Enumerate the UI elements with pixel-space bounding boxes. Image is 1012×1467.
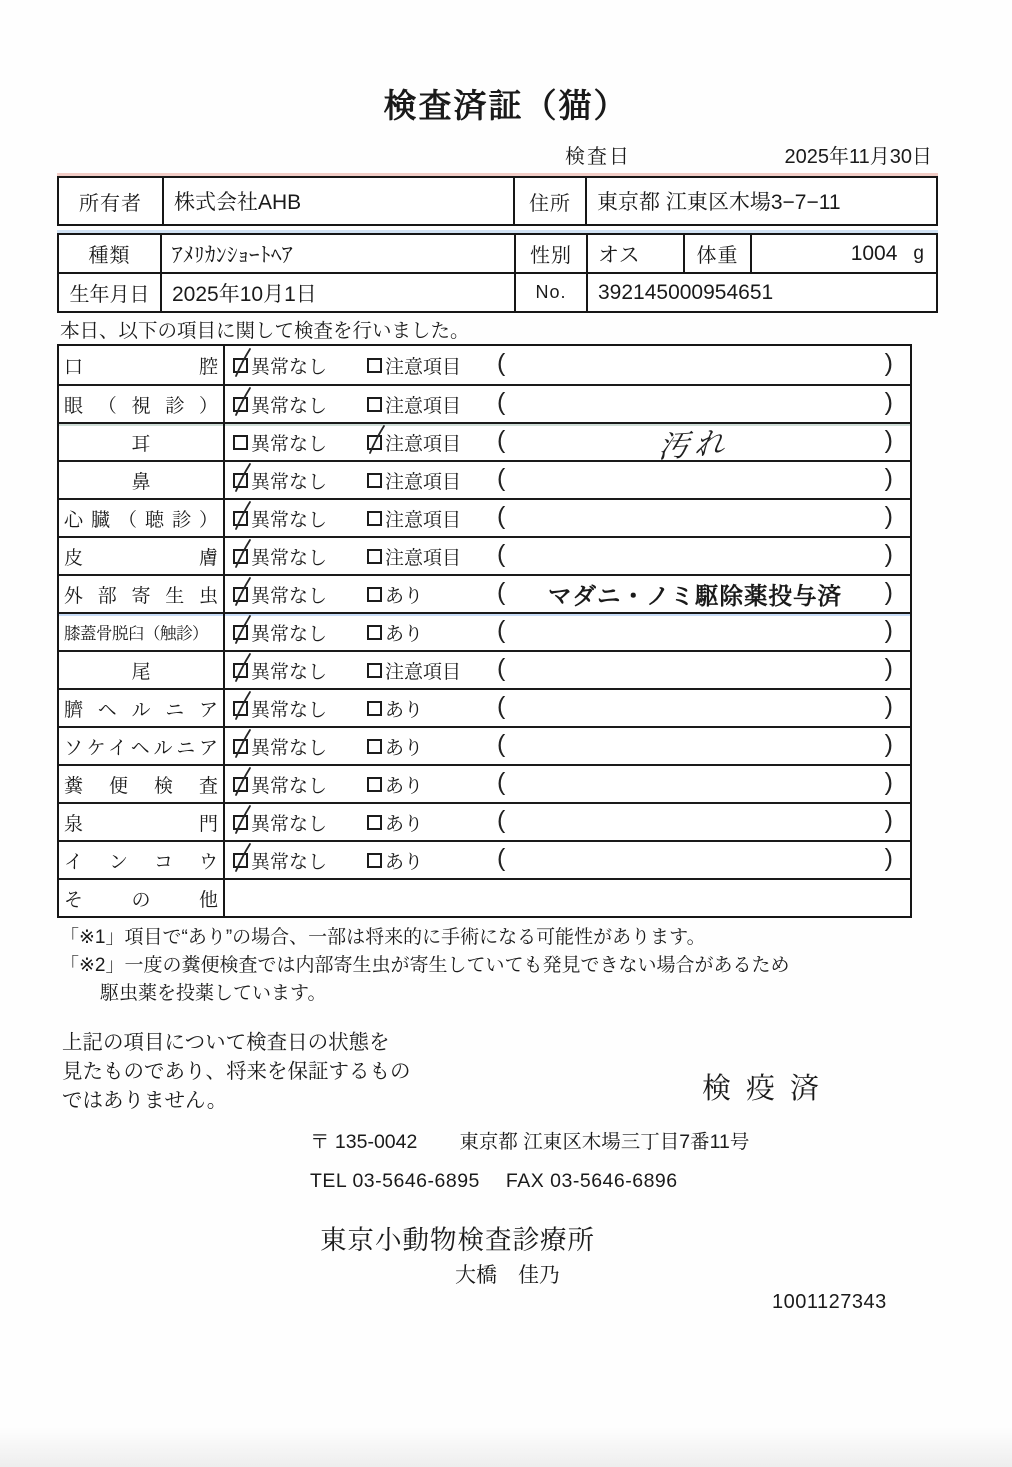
handwritten-check-icon	[231, 690, 255, 722]
checklist-row	[59, 688, 910, 726]
checkbox-no-abnormality	[233, 777, 248, 792]
paren-close: )	[884, 349, 893, 377]
address-value: 東京都 江東区木場3−7−11	[585, 178, 936, 224]
option-attention	[367, 652, 461, 688]
option-no-abnormality	[233, 500, 327, 536]
checklist-row-content	[225, 576, 910, 612]
option-attention-label: 注意項目	[385, 433, 462, 455]
paren-open: (	[497, 502, 506, 530]
paren-close: )	[884, 388, 893, 416]
option-no-abnormality-label: 異常なし	[251, 775, 328, 797]
note-2-continued: 駆虫薬を投薬しています。	[100, 983, 327, 1004]
checkbox-attention	[367, 701, 382, 716]
option-attention	[367, 538, 461, 574]
option-attention-label: あり	[385, 813, 424, 835]
checkbox-no-abnormality	[233, 853, 248, 868]
checklist-row-label-cell	[59, 614, 225, 650]
inspection-date-value: 2025年11月30日	[784, 146, 932, 168]
checklist-row-content	[225, 500, 910, 536]
sex-value: オス	[586, 235, 683, 272]
owner-table	[57, 176, 938, 226]
checklist-row-content	[225, 652, 910, 688]
option-no-abnormality	[233, 652, 327, 688]
note-1: 「※1」項目で“あり”の場合、一部は将来的に手術になる可能性があります。	[60, 927, 706, 948]
disclaimer-line: 上記の項目について検査日の状態を	[62, 1031, 390, 1054]
option-no-abnormality-label: 異常なし	[251, 699, 328, 721]
checkbox-attention	[367, 397, 382, 412]
option-no-abnormality-label: 異常なし	[251, 623, 328, 645]
checklist-row-label: 外部寄生虫	[64, 585, 218, 607]
checklist-table	[57, 344, 912, 918]
remarks-field	[497, 690, 893, 726]
option-no-abnormality	[233, 728, 327, 764]
option-attention-label: あり	[385, 699, 424, 721]
checklist-row-label-cell	[59, 880, 225, 916]
paren-open: (	[497, 616, 506, 644]
checklist-row-label: 心臓（聴診）	[64, 509, 218, 531]
handwritten-check-icon	[365, 424, 389, 456]
disclaimer-paragraph	[62, 1028, 411, 1115]
checklist-row-label-cell	[59, 576, 225, 612]
option-attention-label: あり	[385, 851, 424, 873]
option-attention-label: 注意項目	[385, 661, 462, 683]
option-no-abnormality-label: 異常なし	[251, 813, 328, 835]
checkbox-attention	[367, 815, 382, 830]
checkbox-attention	[367, 511, 382, 526]
checkbox-no-abnormality	[233, 549, 248, 564]
remarks-text: マダニ・ノミ駆除薬投与済	[548, 583, 842, 609]
weight-unit: g	[913, 242, 924, 264]
option-no-abnormality	[233, 690, 327, 726]
owner-row	[59, 178, 936, 224]
checklist-row-label: 皮膚	[64, 547, 218, 569]
birth-row	[59, 272, 936, 311]
tel-number: TEL 03-5646-6895	[310, 1170, 480, 1192]
sex-label: 性別	[514, 235, 586, 272]
inspection-date-label: 検査日	[565, 146, 631, 168]
disclaimer-line: ではありません。	[62, 1089, 228, 1112]
checklist-row-label: 口腔	[64, 356, 218, 378]
handwritten-check-icon	[231, 576, 255, 608]
remarks-field	[497, 462, 893, 498]
remarks-field	[497, 842, 893, 878]
remarks-field	[497, 652, 893, 688]
remarks-field	[497, 346, 893, 384]
checkbox-no-abnormality	[233, 358, 248, 373]
checklist-row-content	[225, 346, 910, 384]
fax-number: FAX 03-5646-6896	[505, 1170, 678, 1192]
clinic-address-line	[310, 1126, 749, 1154]
option-attention-label: 注意項目	[385, 547, 462, 569]
paren-close: )	[884, 578, 893, 606]
remarks-field	[497, 766, 893, 802]
option-no-abnormality	[233, 346, 327, 384]
handwritten-check-icon	[231, 804, 255, 836]
weight-value: 1004	[850, 241, 898, 265]
checklist-row-label-cell	[59, 500, 225, 536]
paren-open: (	[497, 464, 506, 492]
checkbox-attention	[367, 777, 382, 792]
option-attention	[367, 614, 423, 650]
checklist-row-label: その他	[64, 889, 218, 911]
checklist-row	[59, 498, 910, 536]
no-value: 392145000954651	[586, 274, 936, 311]
checkbox-no-abnormality	[233, 473, 248, 488]
checklist-row	[59, 726, 910, 764]
option-no-abnormality	[233, 576, 327, 612]
handwritten-check-icon	[231, 842, 255, 874]
checklist-row	[59, 840, 910, 878]
paren-close: )	[884, 502, 893, 530]
remarks-field	[497, 576, 893, 612]
breed-row	[59, 235, 936, 272]
paren-open: (	[497, 730, 506, 758]
checkbox-no-abnormality	[233, 511, 248, 526]
checklist-row-label-cell	[59, 766, 225, 802]
examiner-name: 大橋 佳乃	[455, 1264, 560, 1287]
option-no-abnormality	[233, 804, 327, 840]
option-attention	[367, 690, 423, 726]
quarantine-passed-stamp: 検疫済	[702, 1073, 835, 1105]
checkbox-no-abnormality	[233, 397, 248, 412]
checklist-row-label: ソケイヘルニア	[64, 737, 218, 759]
option-attention-label: あり	[385, 623, 424, 645]
option-attention	[367, 804, 423, 840]
handwritten-check-icon	[231, 347, 255, 379]
checklist-row-label-cell	[59, 346, 225, 384]
option-attention-label: 注意項目	[385, 509, 462, 531]
checkbox-attention	[367, 473, 382, 488]
option-no-abnormality-label: 異常なし	[251, 471, 328, 493]
checklist-row-content	[225, 424, 910, 465]
checklist-row-label: 泉門	[64, 813, 218, 835]
checklist-row-label-cell	[59, 842, 225, 878]
checklist-row-label: 尾	[131, 661, 151, 683]
owner-label: 所有者	[79, 192, 142, 215]
paren-open: (	[497, 540, 506, 568]
clinic-contact-line	[310, 1170, 678, 1193]
paren-close: )	[884, 464, 893, 492]
handwritten-check-icon	[231, 614, 255, 646]
paren-close: )	[884, 540, 893, 568]
option-attention	[367, 728, 423, 764]
option-no-abnormality-label: 異常なし	[251, 585, 328, 607]
option-attention	[367, 576, 423, 612]
option-no-abnormality	[233, 842, 327, 878]
birth-label: 生年月日	[69, 284, 150, 306]
clinic-name: 東京小動物検査診療所	[320, 1225, 595, 1255]
checklist-row-content	[225, 462, 910, 498]
checklist-row	[59, 878, 910, 916]
checkbox-no-abnormality	[233, 587, 248, 602]
remarks-field	[497, 804, 893, 840]
checklist-row-label: 糞便検査	[64, 775, 218, 797]
paren-close: )	[884, 844, 893, 872]
checkbox-attention	[367, 358, 382, 373]
birth-value: 2025年10月1日	[160, 274, 514, 311]
intro-sentence: 本日、以下の項目に関して検査を行いました。	[60, 320, 470, 342]
checklist-rows	[59, 346, 910, 916]
checklist-row	[59, 460, 910, 498]
paren-close: )	[884, 426, 893, 454]
paren-close: )	[884, 654, 893, 682]
paren-open: (	[497, 578, 506, 606]
checklist-row-content	[225, 614, 910, 650]
paren-open: (	[497, 426, 506, 454]
checklist-row-label-cell	[59, 538, 225, 574]
option-attention	[367, 424, 461, 460]
scan-edge-shading	[0, 1427, 1012, 1467]
checklist-row-label-cell	[59, 652, 225, 688]
checklist-row	[59, 802, 910, 840]
checklist-row-content	[225, 690, 910, 726]
checklist-row	[59, 764, 910, 802]
handwritten-check-icon	[231, 538, 255, 570]
option-attention-label: あり	[385, 775, 424, 797]
paren-open: (	[497, 692, 506, 720]
weight-label: 体重	[683, 235, 750, 272]
disclaimer-line: 見たものであり、将来を保証するもの	[62, 1060, 411, 1083]
checklist-row-label-cell	[59, 386, 225, 422]
checklist-row-label: 耳	[131, 433, 151, 455]
option-no-abnormality	[233, 386, 327, 422]
handwritten-check-icon	[231, 728, 255, 760]
checkbox-no-abnormality	[233, 701, 248, 716]
option-no-abnormality-label: 異常なし	[251, 737, 328, 759]
option-no-abnormality-label: 異常なし	[251, 356, 328, 378]
checklist-row-label: 眼（視診）	[64, 395, 218, 417]
remarks-field	[497, 614, 893, 650]
checklist-row-label: 膝蓋骨脱臼（触診）	[64, 625, 208, 643]
checklist-row	[59, 612, 910, 650]
paren-close: )	[884, 616, 893, 644]
checkbox-attention	[367, 739, 382, 754]
checklist-row-content	[225, 538, 910, 574]
handwritten-check-icon	[231, 652, 255, 684]
option-attention	[367, 842, 423, 878]
checklist-row	[59, 574, 910, 612]
checklist-row-label-cell	[59, 462, 225, 498]
postal-code: 〒 135-0042	[310, 1131, 418, 1153]
paren-open: (	[497, 349, 506, 377]
remarks-field	[497, 728, 893, 764]
checklist-row-label: 臍ヘルニア	[64, 699, 218, 721]
checklist-row	[59, 346, 910, 384]
option-no-abnormality-label: 異常なし	[251, 851, 328, 873]
handwritten-check-icon	[231, 766, 255, 798]
document-number: 1001127343	[772, 1291, 887, 1313]
handwritten-check-icon	[231, 386, 255, 418]
option-attention	[367, 500, 461, 536]
checklist-row	[59, 422, 910, 465]
option-attention	[367, 346, 461, 384]
option-no-abnormality	[233, 766, 327, 802]
remarks-text: 汚れ	[657, 426, 732, 465]
checklist-row	[59, 536, 910, 574]
breed-label: 種類	[88, 245, 131, 267]
option-no-abnormality-label: 異常なし	[251, 433, 328, 455]
pet-info-table	[57, 233, 938, 313]
owner-value: 株式会社AHB	[162, 178, 513, 224]
no-label: No.	[514, 274, 586, 311]
breed-value: ｱﾒﾘｶﾝｼｮｰﾄﾍｱ	[160, 235, 514, 272]
checklist-row-content	[225, 842, 910, 878]
checklist-row-content	[225, 728, 910, 764]
checklist-row-label-cell	[59, 690, 225, 726]
checkbox-attention	[367, 549, 382, 564]
paren-close: )	[884, 730, 893, 758]
checkbox-attention	[367, 587, 382, 602]
paren-close: )	[884, 768, 893, 796]
option-attention	[367, 766, 423, 802]
option-attention	[367, 386, 461, 422]
paren-close: )	[884, 692, 893, 720]
remarks-field	[497, 424, 893, 465]
remarks-field	[497, 538, 893, 574]
remarks-field	[497, 500, 893, 536]
checkbox-no-abnormality	[233, 663, 248, 678]
checklist-row-label-cell	[59, 728, 225, 764]
option-no-abnormality	[233, 538, 327, 574]
option-attention-label: 注意項目	[385, 471, 462, 493]
paren-open: (	[497, 388, 506, 416]
checklist-row-label-cell	[59, 424, 225, 460]
handwritten-check-icon	[231, 500, 255, 532]
handwritten-check-icon	[231, 462, 255, 494]
paren-open: (	[497, 768, 506, 796]
checkbox-attention	[367, 625, 382, 640]
note-2: 「※2」一度の糞便検査では内部寄生虫が寄生していても発見できない場合があるため	[60, 955, 790, 976]
option-no-abnormality-label: 異常なし	[251, 661, 328, 683]
address-label: 住所	[513, 178, 585, 224]
checklist-row-content	[225, 804, 910, 840]
checklist-row	[59, 650, 910, 688]
checkbox-attention	[367, 663, 382, 678]
checklist-row-content	[225, 766, 910, 802]
option-no-abnormality-label: 異常なし	[251, 547, 328, 569]
checklist-row-label-cell	[59, 804, 225, 840]
option-no-abnormality	[233, 424, 327, 460]
option-no-abnormality	[233, 614, 327, 650]
checkbox-no-abnormality	[233, 435, 248, 450]
checkbox-no-abnormality	[233, 739, 248, 754]
clinic-address: 東京都 江東区木場三丁目7番11号	[459, 1131, 750, 1153]
checkbox-no-abnormality	[233, 625, 248, 640]
checkbox-attention	[367, 435, 382, 450]
option-attention	[367, 462, 461, 498]
weight-cell	[750, 235, 936, 272]
paren-close: )	[884, 806, 893, 834]
paren-open: (	[497, 806, 506, 834]
paren-open: (	[497, 654, 506, 682]
checklist-row-content	[225, 880, 910, 916]
option-attention-label: あり	[385, 585, 424, 607]
option-no-abnormality	[233, 462, 327, 498]
checkbox-no-abnormality	[233, 815, 248, 830]
option-attention-label: 注意項目	[385, 395, 462, 417]
checklist-row-label: 鼻	[131, 471, 151, 493]
paren-open: (	[497, 844, 506, 872]
option-no-abnormality-label: 異常なし	[251, 395, 328, 417]
option-attention-label: 注意項目	[385, 356, 462, 378]
checklist-row-label: インコウ	[64, 851, 218, 873]
checkbox-attention	[367, 853, 382, 868]
page-title: 検査済証（猫）	[383, 87, 629, 124]
option-attention-label: あり	[385, 737, 424, 759]
option-no-abnormality-label: 異常なし	[251, 509, 328, 531]
